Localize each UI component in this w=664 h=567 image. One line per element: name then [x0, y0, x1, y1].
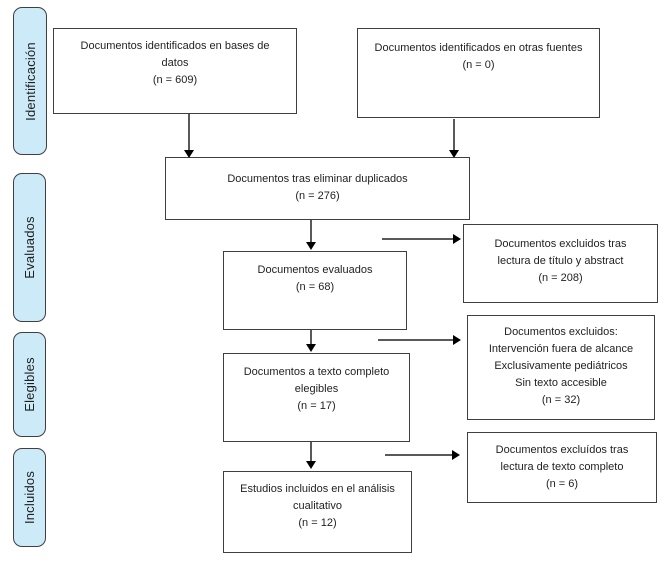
flow-box-count: (n = 68) — [295, 281, 335, 293]
flow-box-line: Documentos a texto completo — [243, 366, 390, 378]
flow-box-line: elegibles — [294, 383, 339, 395]
stage-eligible — [13, 332, 46, 437]
flow-box-line: Documentos excluidos tras — [494, 238, 627, 250]
arrowhead-down-icon — [449, 150, 459, 158]
flow-box-line: datos — [161, 57, 189, 69]
stage-screened — [13, 173, 46, 322]
stage-included — [13, 448, 46, 547]
stage-screened-label: Evaluados — [22, 216, 38, 279]
arrowhead-down-icon — [306, 461, 316, 469]
flow-box-count: (n = 12) — [298, 517, 337, 529]
flow-box-line: lectura de texto completo — [500, 461, 624, 473]
arrow-to-excluded-fulltext — [385, 454, 452, 456]
flow-box-line: lectura de título y abstract — [497, 255, 624, 267]
flow-box-excluded-reasons — [467, 315, 655, 420]
flow-box-count: (n = 609) — [152, 74, 198, 86]
flow-box-line: Intervención fuera de alcance — [488, 343, 634, 355]
flow-box-count: (n = 17) — [297, 400, 336, 412]
flow-box-count: (n = 276) — [295, 190, 340, 202]
arrowhead-right-icon — [453, 335, 461, 345]
flow-box-fulltext-eligible — [223, 353, 410, 442]
arrowhead-down-icon — [306, 242, 316, 250]
arrowhead-down-icon — [184, 150, 194, 158]
stage-included-label: Incluidos — [22, 470, 38, 525]
flow-box-line: Documentos excluidos: — [504, 326, 618, 338]
flow-box-deduplicated — [165, 157, 470, 220]
flow-box-databases — [53, 28, 297, 114]
flow-box-count: (n = 208) — [538, 272, 583, 284]
flow-box-excluded-title-abstract — [463, 224, 658, 303]
arrow-other-to-dedup — [453, 119, 455, 150]
flow-box-excluded-fulltext — [467, 432, 657, 503]
flow-box-included-qualitative — [223, 471, 412, 553]
arrow-to-excluded-reasons — [378, 339, 453, 341]
flow-box-count: (n = 0) — [462, 59, 495, 71]
arrow-databases-to-dedup — [188, 114, 190, 150]
flow-box-other-sources — [357, 28, 600, 118]
arrow-dedup-to-screened — [310, 220, 312, 242]
stage-eligible-label: Elegibles — [22, 357, 37, 412]
flow-box-line: Estudios incluidos en el análisis — [240, 483, 395, 495]
flow-box-count: (n = 6) — [545, 478, 579, 490]
flow-box-line: Documentos excluídos tras — [495, 444, 629, 456]
stage-identification — [13, 7, 47, 155]
flow-box-line: Exclusivamente pediátricos — [494, 360, 628, 372]
arrow-screened-to-eligible — [310, 330, 312, 344]
stage-identification-label: Identificación — [22, 41, 38, 121]
flow-box-count: (n = 32) — [541, 394, 581, 406]
flow-box-line: cualitativo — [293, 500, 342, 512]
arrow-to-excluded-title-abstract — [382, 238, 453, 240]
flow-box-line: Documentos identificados en bases de — [80, 40, 270, 52]
flow-box-line: Documentos evaluados — [257, 264, 373, 276]
flow-box-screened — [223, 251, 407, 330]
arrow-eligible-to-included — [310, 442, 312, 461]
arrowhead-right-icon — [452, 450, 460, 460]
flow-box-line: Documentos identificados en otras fuentes — [374, 42, 583, 54]
flow-box-line: Sin texto accesible — [515, 377, 607, 389]
arrowhead-right-icon — [453, 234, 461, 244]
arrowhead-down-icon — [306, 344, 316, 352]
flow-box-line: Documentos tras eliminar duplicados — [227, 173, 408, 185]
